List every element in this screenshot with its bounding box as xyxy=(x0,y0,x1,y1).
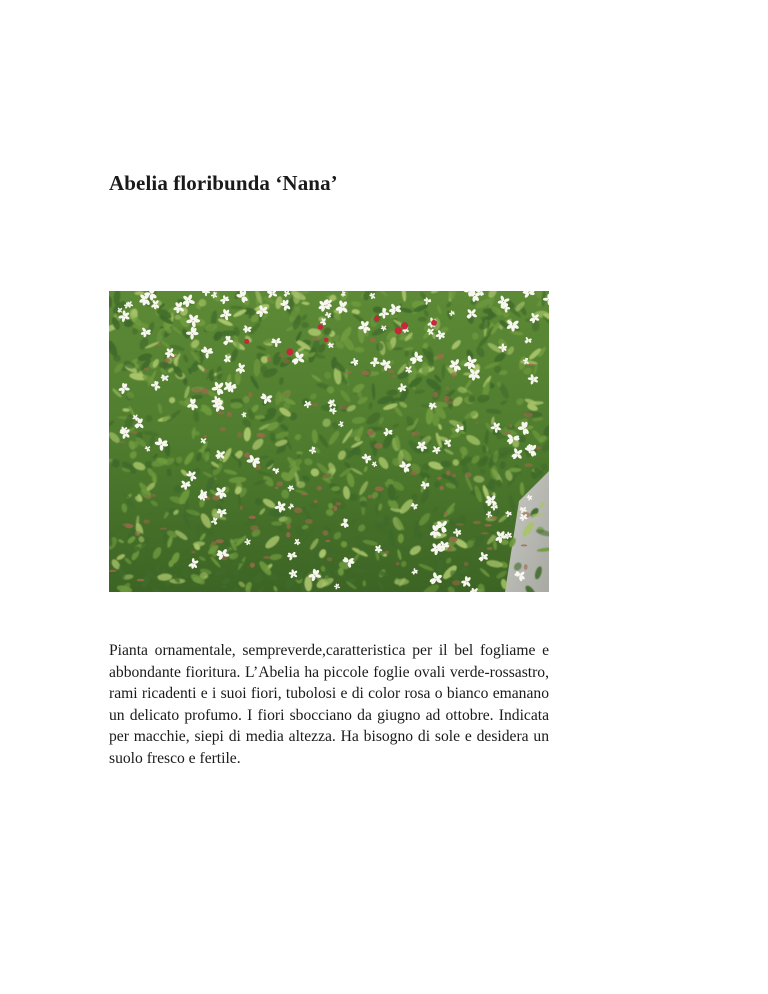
document-title: Abelia floribunda ‘Nana’ xyxy=(109,171,338,195)
abelia-shrub-photo xyxy=(109,291,549,592)
description-paragraph: Pianta ornamentale, sempreverde,caratteristica per il bel fogliame e abbondante fioritura. L’Abelia ha piccole foglie ovali verde-rossastro, rami ricadenti e i suoi fiori, tubolosi e di color rosa o bianco emanano un delicato profumo. I fiori sbocciano da giugno ad ottobre. Indicata per macchie, siepi di media altezza. Ha bisogno di sole e desidera un suolo fresco e fertile. xyxy=(109,642,549,767)
